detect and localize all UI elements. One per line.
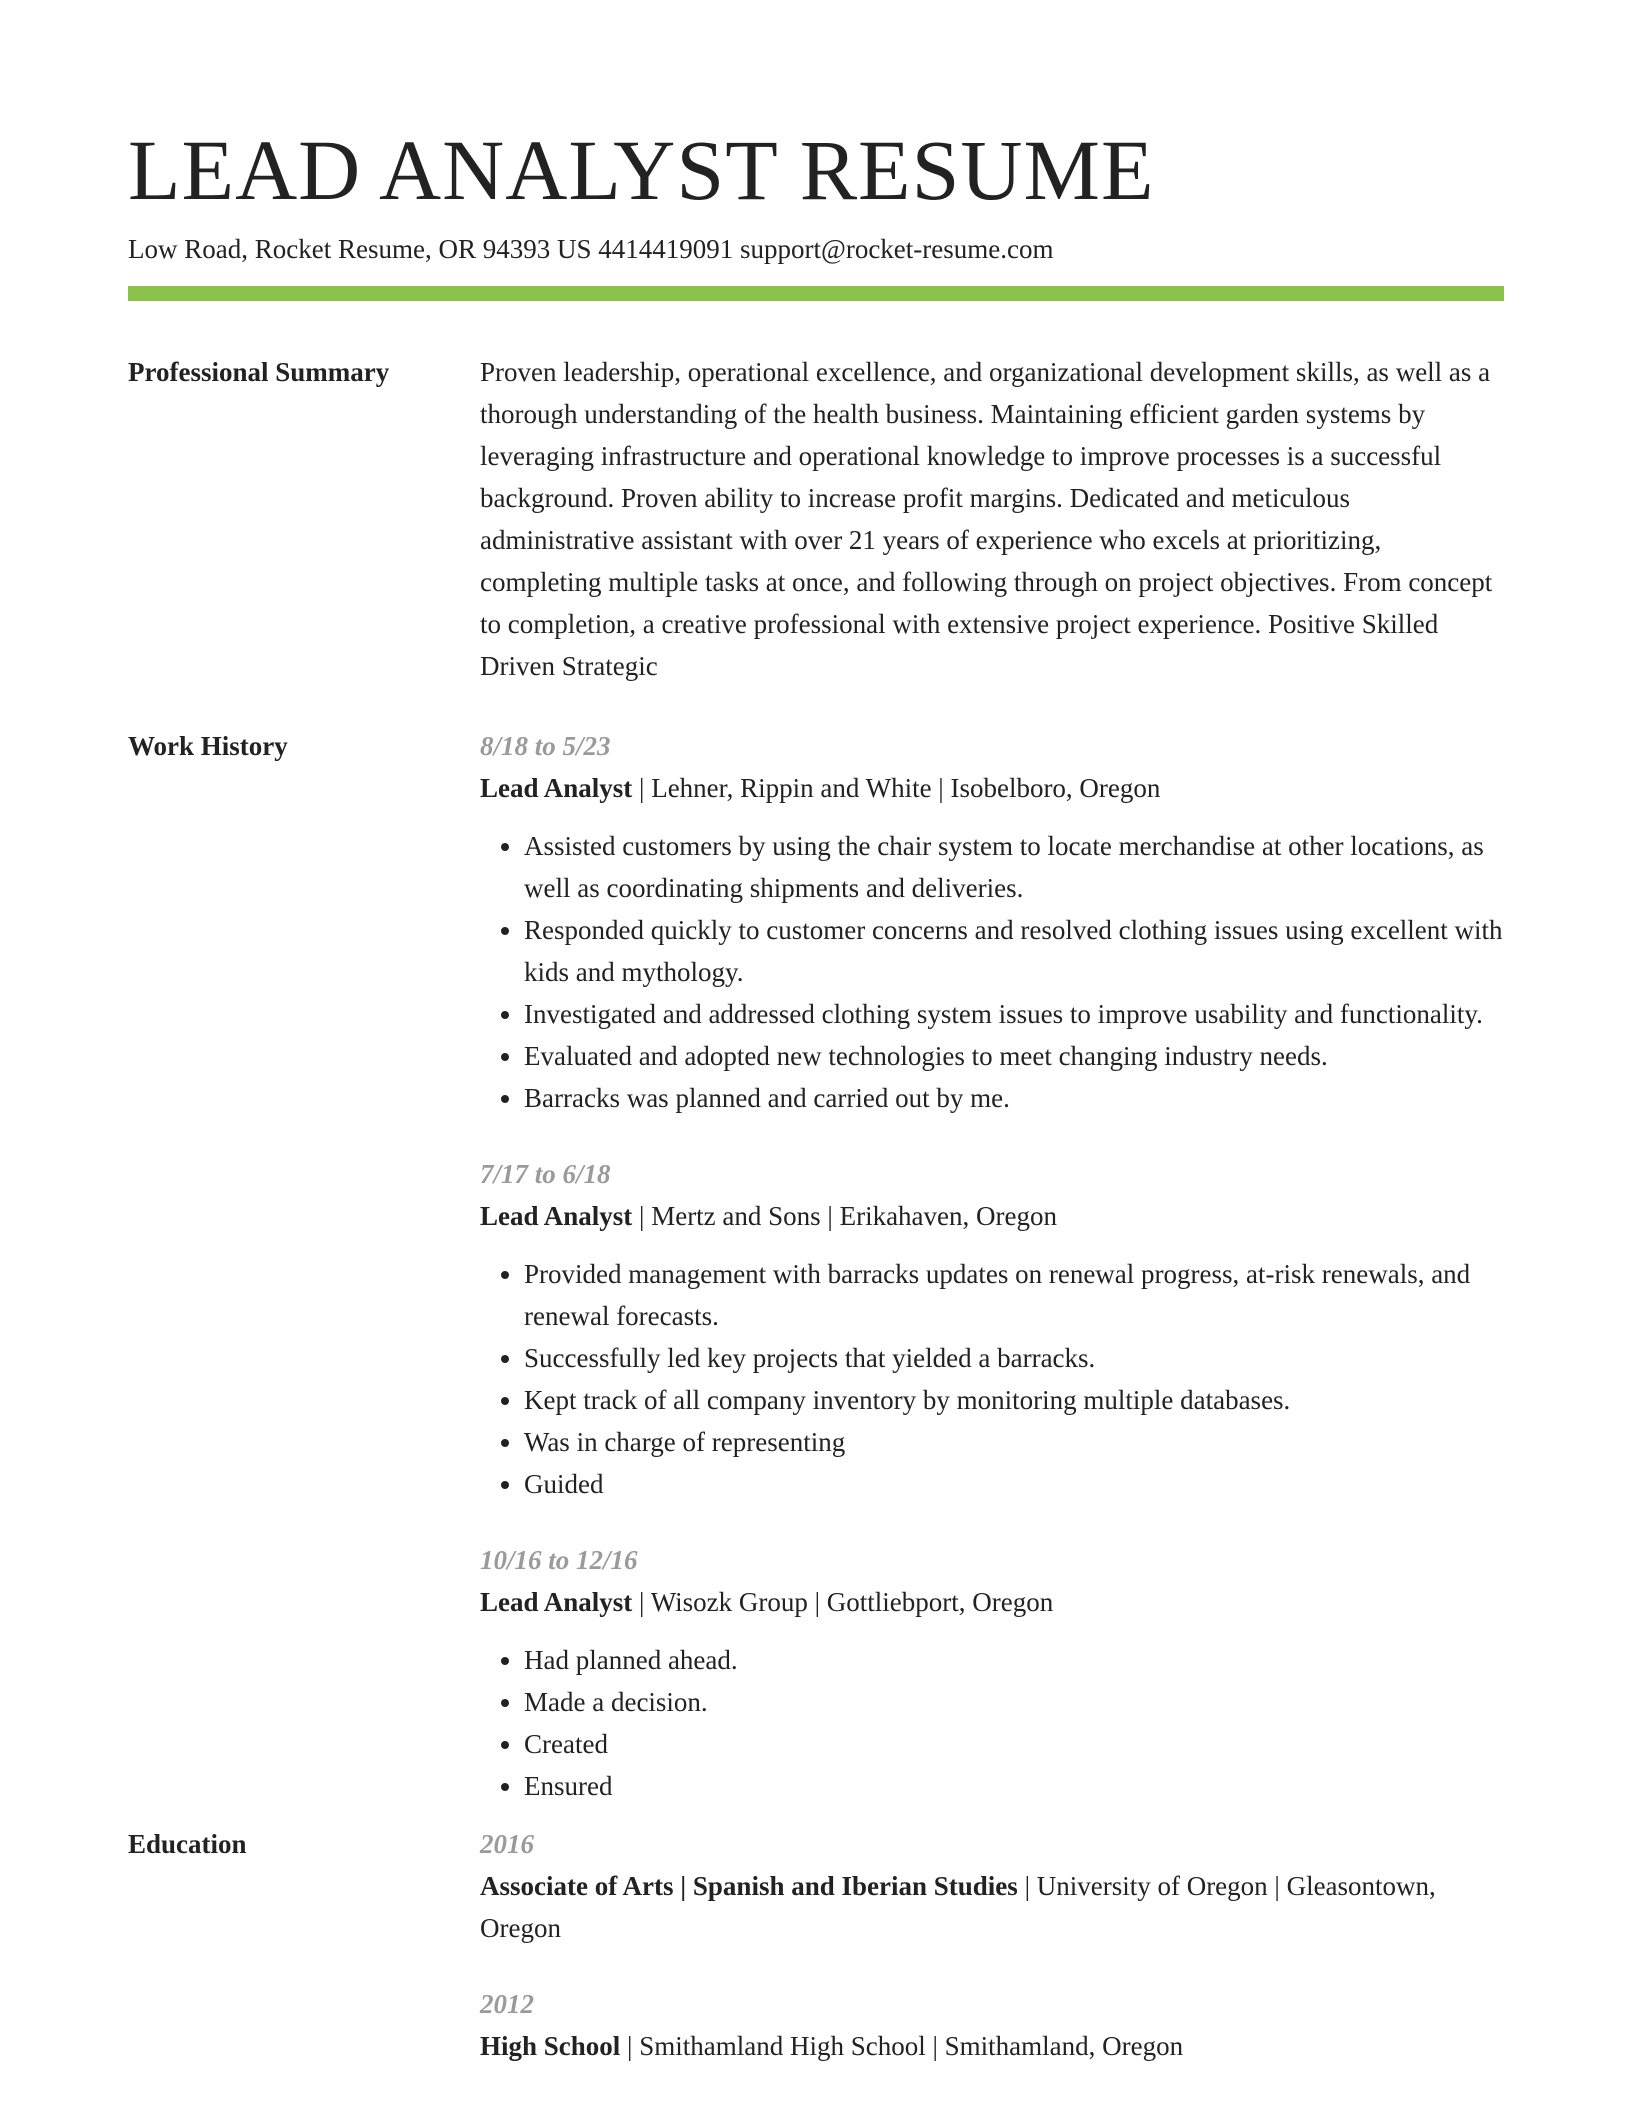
job-title: Lead Analyst — [480, 1587, 633, 1617]
job-details: | Lehner, Rippin and White | Isobelboro, Oregon — [632, 773, 1161, 803]
job-bullets — [480, 1639, 1504, 1807]
job-bullets — [480, 1253, 1504, 1505]
job-entry — [480, 1539, 1504, 1807]
job-title: Lead Analyst — [480, 1201, 633, 1231]
work-history-section — [128, 725, 1504, 1807]
accent-divider — [128, 286, 1504, 301]
job-role-line — [480, 1581, 1504, 1623]
contact-line: Low Road, Rocket Resume, OR 94393 US 4414419091 support@rocket-resume.com — [128, 234, 1054, 264]
job-bullet: • Guided — [524, 1463, 1504, 1505]
education-line — [480, 1865, 1504, 1949]
education-entry — [480, 1823, 1504, 1949]
education-year: 2012 — [480, 1989, 534, 2019]
education-line — [480, 2025, 1504, 2067]
section-label-education: Education — [128, 1829, 247, 1859]
job-role-line — [480, 767, 1504, 809]
job-title: Lead Analyst — [480, 773, 633, 803]
resume-title: LEAD ANALYST RESUME — [128, 122, 1155, 218]
job-entry — [480, 725, 1504, 1119]
job-bullet: • Had planned ahead. — [524, 1639, 1504, 1681]
job-bullet: • Evaluated and adopted new technologies to meet changing industry needs. — [524, 1035, 1504, 1077]
job-bullet: • Kept track of all company inventory by monitoring multiple databases. — [524, 1379, 1504, 1421]
job-details: | Wisozk Group | Gottliebport, Oregon — [632, 1587, 1054, 1617]
job-bullets — [480, 825, 1504, 1119]
job-bullet: • Responded quickly to customer concerns and resolved clothing issues using excellent with kids and mythology. — [524, 909, 1504, 993]
job-dates: 10/16 to 12/16 — [480, 1545, 638, 1575]
job-bullet: • Investigated and addressed clothing system issues to improve usability and functionality. — [524, 993, 1504, 1035]
job-bullet: • Barracks was planned and carried out by me. — [524, 1077, 1504, 1119]
professional-summary-section — [128, 351, 1504, 687]
job-bullet: • Ensured — [524, 1765, 1504, 1807]
education-entry — [480, 1983, 1504, 2067]
section-label-summary: Professional Summary — [128, 357, 390, 387]
job-bullet: • Created — [524, 1723, 1504, 1765]
job-bullet: • Assisted customers by using the chair system to locate merchandise at other locations, as well as coordinating shipments and deliveries. — [524, 825, 1504, 909]
education-details: | Smithamland High School | Smithamland, Oregon — [620, 2031, 1184, 2061]
education-details: | University of Oregon | Gleasontown, Oregon — [480, 1871, 1436, 1943]
section-label-work: Work History — [128, 731, 288, 761]
summary-text: Proven leadership, operational excellence, and organizational development skills, as well as a thorough understanding of the health business. Maintaining efficient garden systems by leveraging infrastructure and operational knowledge to improve processes is a successful background. Proven ability to increase profit margins. Dedicated and meticulous administrative assistant with over 21 years of experience who excels at prioritizing, completing multiple tasks at once, and following through on project objectives. From concept to completion, a creative professional with extensive project experience. Positive Skilled Driven Strategic — [480, 357, 1493, 681]
job-bullet: • Successfully led key projects that yielded a barracks. — [524, 1337, 1504, 1379]
job-bullet: • Made a decision. — [524, 1681, 1504, 1723]
job-dates: 7/17 to 6/18 — [480, 1159, 611, 1189]
job-entry — [480, 1153, 1504, 1505]
job-dates: 8/18 to 5/23 — [480, 731, 611, 761]
education-section — [128, 1823, 1504, 2067]
education-degree: High School — [480, 2031, 621, 2061]
job-bullet: • Provided management with barracks updates on renewal progress, at-risk renewals, and renewal forecasts. — [524, 1253, 1504, 1337]
education-degree: Associate of Arts | Spanish and Iberian Studies — [480, 1871, 1018, 1901]
job-role-line — [480, 1195, 1504, 1237]
job-details: | Mertz and Sons | Erikahaven, Oregon — [632, 1201, 1057, 1231]
education-year: 2016 — [480, 1829, 534, 1859]
job-bullet: • Was in charge of representing — [524, 1421, 1504, 1463]
